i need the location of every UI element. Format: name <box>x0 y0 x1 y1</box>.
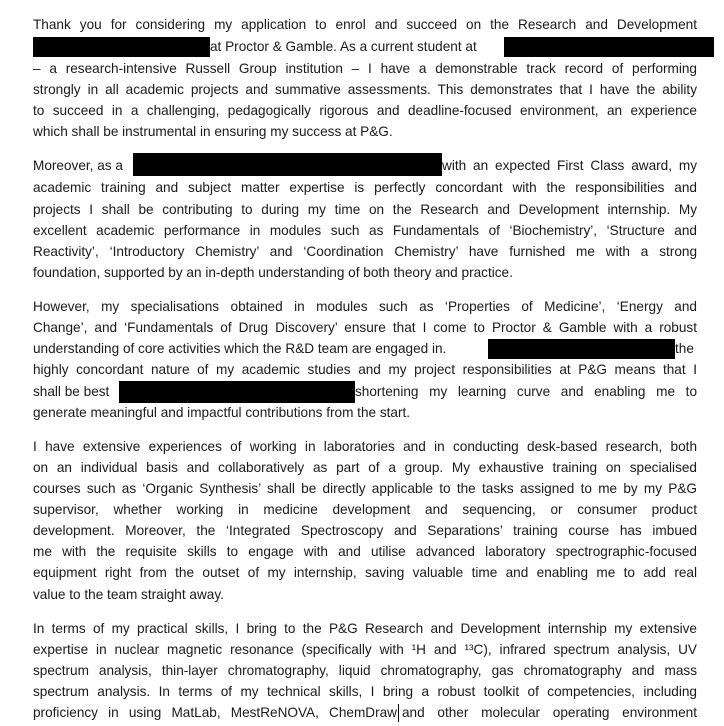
text-line: shortening my learning curve and enabling me to <box>355 384 697 399</box>
text-line: expertise in nuclear magnetic resonance (specifically with ¹H and ¹³C), infrared spectrum analysis, UV <box>33 642 697 657</box>
text-line: which shall be instrumental in ensuring my success at P&G. <box>33 124 393 139</box>
text-line: spectrum analysis. In terms of my technical skills, I bring a robust toolkit of competencies, including <box>33 684 697 699</box>
text-line: generate meaningful and impactful contributions from the start. <box>33 405 411 420</box>
text-line: supervisor, whether working in medicine development and sequencing, or consumer product <box>33 502 697 517</box>
text-cursor <box>398 704 399 722</box>
text-line: Moreover, as a <box>33 158 123 173</box>
text-line: understanding of core activities which the R&D team are engaged in. <box>33 341 447 356</box>
text-line: I have extensive experiences of working in laboratories and in conducting desk-based research, both <box>33 439 697 454</box>
redaction-bar <box>119 381 355 403</box>
redaction-bar <box>488 339 675 359</box>
text-line: foundation, supported by an in-depth understanding of both theory and practice. <box>33 265 513 280</box>
text-line: academic training and subject matter expertise is perfectly concordant with the responsibilities and <box>33 180 697 195</box>
text-line: excellent academic performance in modules such as Fundamentals of ‘Biochemistry’, ‘Structure and <box>33 223 697 238</box>
text-line: equipment right from the outset of my internship, saving valuable time and enabling me to add real <box>33 565 697 580</box>
text-line: Change’, and ‘Fundamentals of Drug Discovery’ ensure that I come to Proctor & Gamble with a robust <box>33 320 697 335</box>
redaction-bar <box>133 153 442 176</box>
text-line: Reactivity’, ‘Introductory Chemistry’ and ‘Coordination Chemistry’ have furnished me with a strong <box>33 244 697 259</box>
redaction-bar <box>504 37 714 57</box>
redaction-bar <box>33 37 210 57</box>
text-line: Thank you for considering my application to enrol and succeed on the Research and Development <box>33 17 697 32</box>
text-line: In terms of my practical skills, I bring to the P&G Research and Development internship my extensive <box>33 621 697 636</box>
text-line: and other molecular operating environment <box>402 705 697 720</box>
text-line: at Proctor & Gamble. As a current student at <box>210 39 477 54</box>
text-line: to succeed in a challenging, pedagogically rigorous and deadline-focused environment, an experience <box>33 103 697 118</box>
text-line: me with the requisite skills to engage with and utilise advanced laboratory spectrographic-focused <box>33 544 697 559</box>
text-line: courses such as ‘Organic Synthesis’ shall be directly applicable to the tasks assigned to me by my P&G <box>33 481 697 496</box>
text-line: proficiency in using MatLab, MestReNOVA, ChemDraw <box>33 705 397 720</box>
text-line: value to the team straight away. <box>33 587 224 602</box>
text-line: highly concordant nature of my academic studies and my project responsibilities at P&G means that I <box>33 362 697 377</box>
text-line: strongly in all academic projects and summative assessments. This demonstrates that I have the ability <box>33 82 697 97</box>
text-line: with an expected First Class award, my <box>442 158 697 173</box>
text-line: the <box>675 341 694 356</box>
text-line: – a research-intensive Russell Group institution – I have a demonstrable track record of performing <box>33 61 697 76</box>
text-line: shall be best <box>33 384 110 399</box>
text-line: projects I shall be contributing to during my time on the Research and Development internship. My <box>33 202 697 217</box>
text-line: on an individual basis and collaboratively as part of a group. My exhaustive training on specialised <box>33 460 697 475</box>
text-line: spectrum analysis, thin-layer chromatography, liquid chromatography, gas chromatography and mass <box>33 663 697 678</box>
text-line: However, my specialisations obtained in modules such as ‘Properties of Medicine’, ‘Energy and <box>33 299 697 314</box>
text-line: development. Moreover, the ‘Integrated Spectroscopy and Separations’ training course has imbued <box>33 523 697 538</box>
